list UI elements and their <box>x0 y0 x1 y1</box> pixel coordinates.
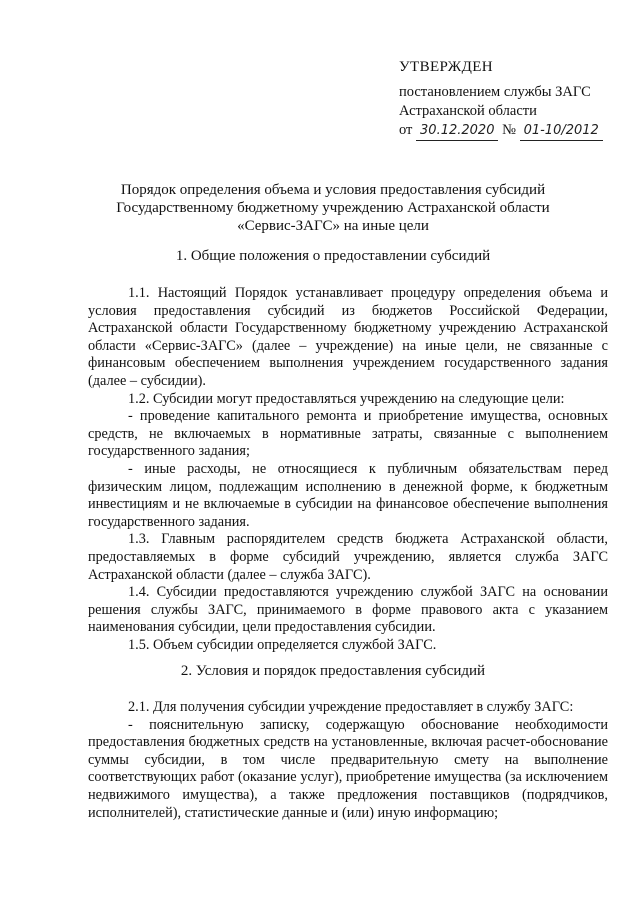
approval-line-1: постановлением службы ЗАГС <box>399 84 591 100</box>
handwritten-number: 01-10/2012 <box>520 121 603 141</box>
paragraph-2-1: 2.1. Для получения субсидии учреждение предоставляет в службу ЗАГС: <box>128 699 574 715</box>
title-line-2: Государственному бюджетному учреждению Астраханской области <box>116 200 550 216</box>
approval-line-2: Астраханской области <box>399 103 537 119</box>
paragraph-1-2: 1.2. Субсидии могут предоставляться учреждению на следующие цели: <box>128 390 565 407</box>
approval-heading: УТВЕРЖДЕН <box>399 59 494 75</box>
title-line-3: «Сервис-ЗАГС» на иные цели <box>237 218 429 234</box>
from-label: от <box>399 122 413 138</box>
approval-stamp <box>399 58 603 141</box>
title-line-1: Порядок определения объема и условия предоставления субсидий <box>120 182 546 198</box>
section-2-heading: 2. Условия и порядок предоставления субсидий <box>180 663 486 679</box>
section-1-heading: 1. Общие положения о предоставлении субсидий <box>175 248 491 264</box>
paragraph-1-3: 1.3. Главным распорядителем средств бюджета Астраханской области, предоставляемых в форме субсидий учреждению, является служба ЗАГС Астраханской области (далее – служба ЗАГС). <box>88 531 608 583</box>
approval-date-line <box>399 121 603 141</box>
paragraph-1-1: 1.1. Настоящий Порядок устанавливает процедуру определения объема и условия предоставления субсидий из бюджетов Российской Федерации, Астраханской области Государственному бюджетному учреждению Астраханской области «Сервис-ЗАГС» (далее – учреждение) на иные цели, не связанные с финансовым обеспечением выполнения учреждением государственного задания (далее – субсидии). <box>88 285 608 389</box>
list-item-capital-repair: - проведение капитального ремонта и приобретение имущества, основных средств, не включаемых в нормативные затраты, связанные с выполнением государственного задания; <box>88 408 608 460</box>
paragraph-1-4: 1.4. Субсидии предоставляются учреждению службой ЗАГС на основании решения службы ЗАГС, принимаемого в форме правового акта с указанием наименования субсидии, цели предоставления субсидии. <box>88 584 608 636</box>
section-1-body <box>88 285 608 654</box>
section-2-body <box>88 699 608 822</box>
paragraph-1-5: 1.5. Объем субсидии определяется службой ЗАГС. <box>128 636 437 653</box>
number-label: № <box>502 122 516 138</box>
document-title <box>100 181 566 235</box>
handwritten-date: 30.12.2020 <box>416 121 498 141</box>
list-item-other-expenses: - иные расходы, не относящиеся к публичным обязательствам перед физическим лицом, подлежащим исполнению в денежной форме, к бюджетным инвестициям и не включаемые в субсидии на финансовое обеспечение выполнения государственного задания. <box>88 460 608 530</box>
list-item-explanatory-note: - пояснительную записку, содержащую обоснование необходимости предоставления бюджетных средств на установленные, включая расчет-обоснование суммы субсидии, в том числе предварительную смету на выполнение соответствующих работ (оказание услуг), приобретение имущества (за исключением недвижимого имущества), а также предложения поставщиков (подрядчиков, исполнителей), статистические данные и (или) иную информацию; <box>88 716 608 821</box>
